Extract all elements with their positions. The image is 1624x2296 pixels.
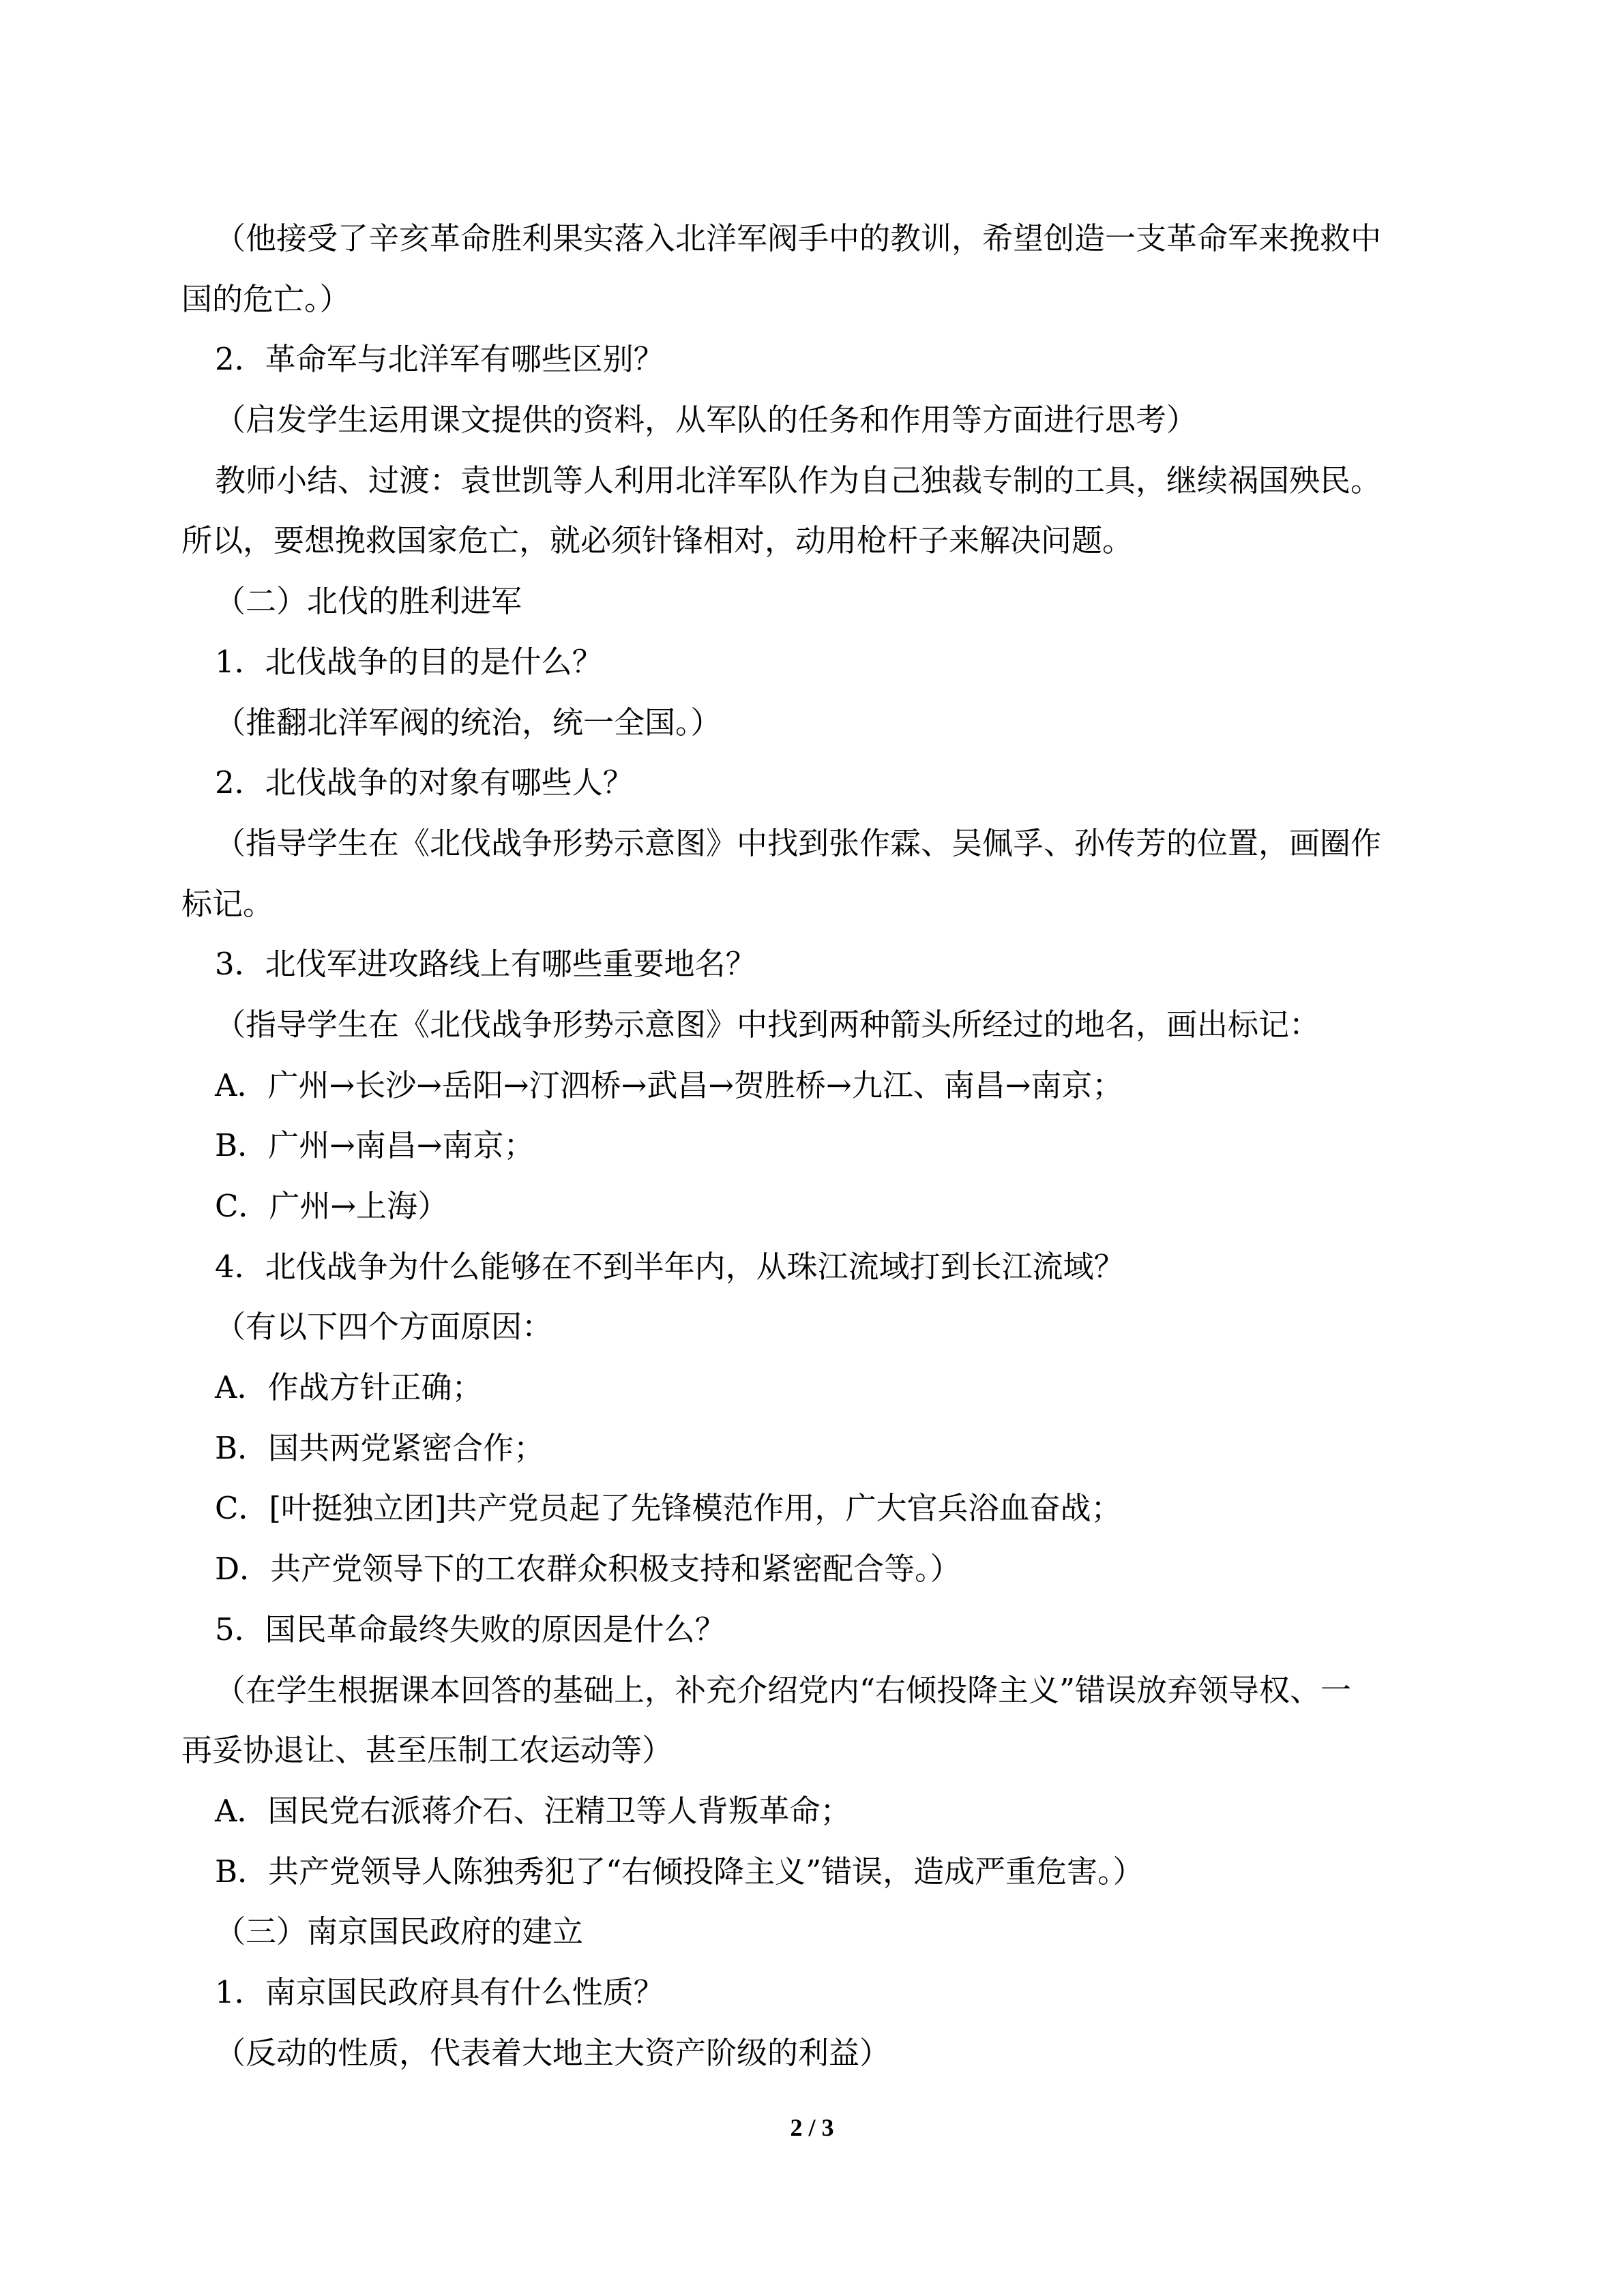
answer-line: 再妥协退让、甚至压制工农运动等） xyxy=(181,1732,673,1769)
answer-line: （反动的性质，代表着大地主大资产阶级的利益） xyxy=(215,2034,891,2071)
paragraph-line: 所以，要想挽救国家危亡，就必须针锋相对，动用枪杆子来解决问题。 xyxy=(181,522,1134,559)
question-line: 1．南京国民政府具有什么性质？ xyxy=(215,1973,664,2010)
question-line: 2．北伐战争的对象有哪些人？ xyxy=(215,764,634,801)
question-line: 5．国民革命最终失败的原因是什么？ xyxy=(215,1611,726,1648)
paragraph-line: （他接受了辛亥革命胜利果实落入北洋军阀手中的教训，希望创造一支革命军来挽救中 xyxy=(215,220,1382,256)
list-item: C．广州→上海） xyxy=(215,1188,449,1224)
question-line: 4．北伐战争为什么能够在不到半年内，从珠江流域打到长江流域？ xyxy=(215,1248,1125,1285)
list-item: A．国民党右派蒋介石、汪精卫等人背叛革命； xyxy=(215,1792,851,1829)
question-line: 2．革命军与北洋军有哪些区别？ xyxy=(215,341,664,378)
answer-line: （在学生根据课本回答的基础上，补充介绍党内“右倾投降主义”错误放弃领导权、一 xyxy=(215,1671,1352,1708)
answer-line: （指导学生在《北伐战争形势示意图》中找到张作霖、吴佩孚、孙传芳的位置，画圈作 xyxy=(215,824,1382,861)
list-item: A．作战方针正确； xyxy=(215,1369,483,1406)
list-item: B．广州→南昌→南京； xyxy=(215,1127,535,1164)
answer-line: （指导学生在《北伐战争形势示意图》中找到两种箭头所经过的地名，画出标记： xyxy=(215,1006,1320,1043)
list-item: A．广州→长沙→岳阳→汀泗桥→武昌→贺胜桥→九江、南昌→南京； xyxy=(215,1067,1123,1103)
answer-line: （有以下四个方面原因： xyxy=(215,1309,553,1345)
question-line: 3．北伐军进攻路线上有哪些重要地名？ xyxy=(215,946,756,983)
section-heading: （二）北伐的胜利进军 xyxy=(215,583,522,620)
page-number: 2 / 3 xyxy=(790,2114,834,2141)
paragraph-line: 教师小结、过渡：袁世凯等人利用北洋军队作为自己独裁专制的工具，继续祸国殃民。 xyxy=(215,462,1382,498)
paragraph-line: 国的危亡。） xyxy=(181,280,351,317)
question-line: 1．北伐战争的目的是什么？ xyxy=(215,643,603,680)
section-heading: （三）南京国民政府的建立 xyxy=(215,1913,584,1950)
list-item: B．国共两党紧密合作； xyxy=(215,1429,545,1466)
answer-line: （启发学生运用课文提供的资料，从军队的任务和作用等方面进行思考） xyxy=(215,402,1198,438)
answer-line: （推翻北洋军阀的统治，统一全国。） xyxy=(215,704,722,741)
list-item: B．共产党领导人陈独秀犯了“右倾投降主义”错误，造成严重危害。） xyxy=(215,1853,1144,1890)
list-item: D．共产党领导下的工农群众积极支持和紧密配合等。） xyxy=(215,1551,961,1587)
list-item: C．[叶挺独立团]共产党员起了先锋模范作用，广大官兵浴血奋战； xyxy=(215,1490,1122,1527)
answer-line: 标记。 xyxy=(181,885,274,922)
body-text xyxy=(181,209,1477,2083)
